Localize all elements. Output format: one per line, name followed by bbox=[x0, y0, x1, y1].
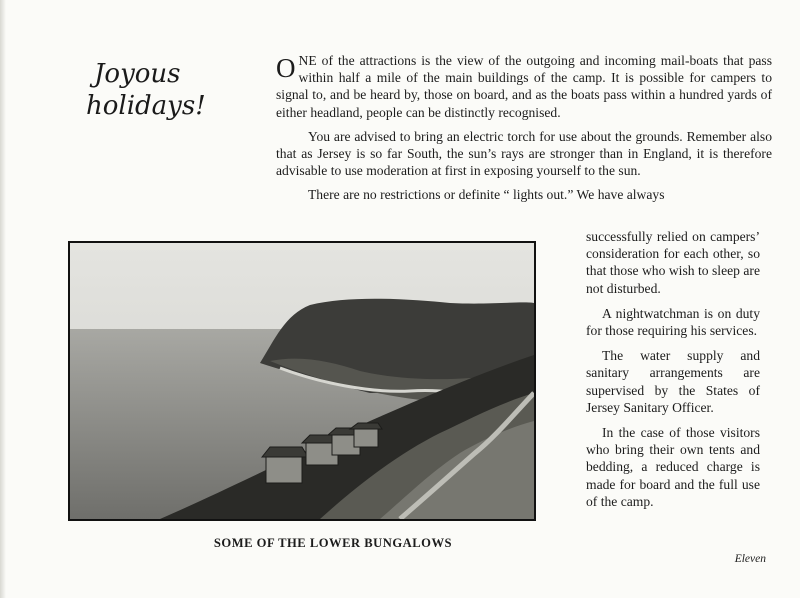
side-paragraph-1: A nightwatchman is on duty for those requiring his services. bbox=[586, 305, 760, 339]
bungalows-photo bbox=[68, 241, 536, 521]
logo-line-2: holidays! bbox=[86, 91, 206, 121]
page-binding-edge bbox=[0, 0, 6, 598]
joyous-holidays-logo bbox=[84, 52, 214, 128]
drop-cap: O bbox=[276, 53, 296, 83]
logo-line-1: Joyous bbox=[94, 59, 181, 89]
intro-paragraph-1-text: NE of the attractions is the view of the outgoing and incoming mail-boats that pass within half a mile of the main buildings of the camp. It is possible for campers to signal to, and be heard by, those on board, and as the boats pass within a hundred yards of either headland, people can be distinctly recognised. bbox=[276, 53, 772, 120]
side-paragraph-2: The water supply and sanitary arrangements are supervised by the States of Jersey Sanitary Officer. bbox=[586, 348, 760, 415]
intro-paragraph-1 bbox=[276, 52, 772, 121]
intro-text-block bbox=[276, 52, 772, 211]
side-paragraph-3: In the case of those visitors who bring their own tents and bedding, a reduced charge is made for board and the full use of the camp. bbox=[586, 425, 760, 509]
page-number: Eleven bbox=[734, 553, 766, 565]
intro-paragraph-2: You are advised to bring an electric torch for use about the grounds. Remember also that as Jersey is so far South, the sun’s rays are stronger than in England, it is therefore advisable to use moderation at first in exposing yourself to the sun. bbox=[276, 128, 772, 179]
photo-caption: SOME OF THE LOWER BUNGALOWS bbox=[213, 536, 453, 550]
side-paragraph-continued: successfully relied on campers’ consideration for each other, so that those who wish to sleep are not disturbed. bbox=[586, 229, 760, 296]
intro-paragraph-3: There are no restrictions or definite “ lights out.” We have always bbox=[308, 187, 665, 203]
side-text-column bbox=[586, 228, 760, 518]
